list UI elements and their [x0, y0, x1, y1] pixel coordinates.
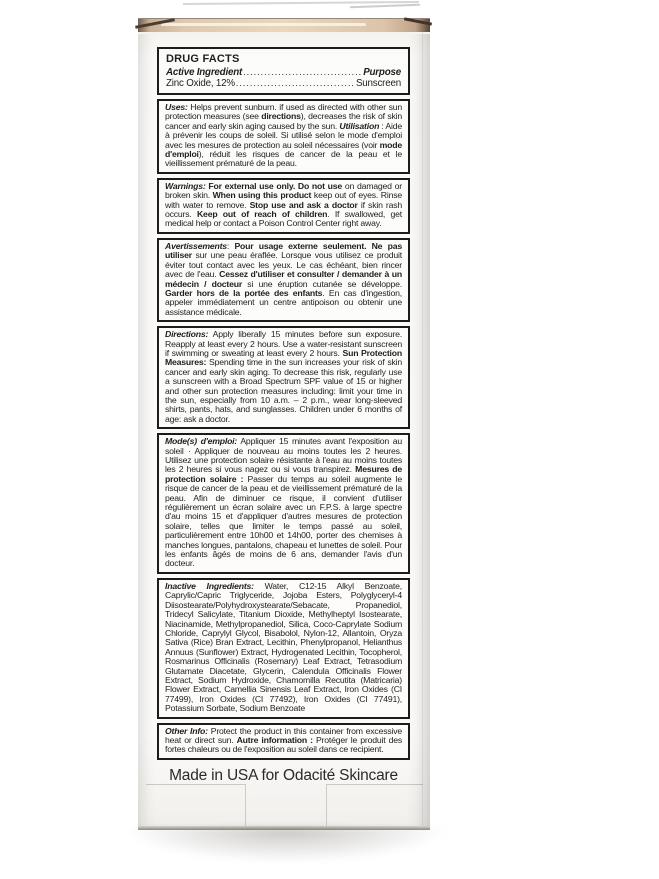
section-avertissements	[157, 238, 410, 322]
text-segment: Cessez d'utiliser et consulter / demander à un médecin / docteur	[165, 269, 402, 289]
ingredient-purpose: Sunscreen	[355, 78, 401, 89]
bottom-tuck-notch-left	[245, 784, 246, 826]
bottom-flap-crease-right	[327, 784, 423, 785]
bottom-flap-crease-left	[146, 784, 245, 785]
text-segment: Other Info:	[165, 725, 208, 736]
text-segment: When using this product	[212, 190, 312, 201]
product-box	[138, 18, 430, 830]
text-segment: ), réduit les risques de cancer de la peau et le vieillissement prématuré de la peau.	[165, 149, 402, 169]
text-segment: For external use only. Do not use	[208, 180, 343, 191]
text-segment: Garder hors de la portée des enfants	[165, 287, 323, 298]
section-mode-demploi	[157, 433, 410, 574]
made-in-text: Made in USA for Odacité Skincare	[169, 766, 398, 784]
drug-facts-panel	[157, 47, 410, 760]
text-segment: Protéger le produit des fortes chaleurs ou de l'exposition au soleil dans ce recipient.	[165, 734, 402, 755]
bottom-tuck-notch-right	[326, 784, 327, 826]
text-segment: Warnings:	[165, 180, 206, 191]
text-segment: on damaged or broken skin.	[165, 180, 402, 201]
drug-facts-header	[157, 47, 410, 95]
text-segment: sur une peau éraflée. Lorsque vous utilisez ce produit éviter tout contact avec les yeux. Le cas échéant, bien rincer avec de l'eau.	[165, 250, 402, 280]
text-segment: Mesures de protection solaire :	[165, 464, 402, 484]
text-segment: Water, C12-15 Alkyl Benzoate, Caprylic/Capric Triglyceride, Jojoba Esters, Polyglyceryl-4 Diisostearate/Polyhydroxystearate/Sebacate, Propanediol, Tridecyl Salicylate, Titanium Dioxide, Methylheptyl Isostearate, Niacinamide, Methylpropanediol, Silica, Coco-Caprylate Sodium Chloride, Caprylyl Glycol, Bisabolol, Nylon-12, Allantoin, Oryza Sativa (Rice) Bran Extract, Lecithin, Phenylpropanol, Helianthus Annuus (Sunflower) Extract, Hydrogenated Lecithin, Tocopherol, Rosmarinus Officinalis (Rosemary) Leaf Extract, Tetrasodium Glutamate Diacetate, Glycerin, Calendula Officinalis Flower Extract, Sodium Hydroxide, Chamomilla Recutita (Matricaria) Flower Extract, Camellia Sinensis Leaf Extract, Iron Oxides (CI 77499), Iron Oxides (CI 77492), Iron Oxides (CI 77491), Potassium Sorbate, Sodium Benzoate	[165, 580, 402, 714]
text-segment: if skin rash occurs.	[165, 199, 403, 220]
text-segment: Passer du temps au soleil augmente le risque de cancer de la peau et de vieillissement prématuré de la peau. Afin de diminuer ce risque, il convient d'utiliser régulièrement un écran solaire avec un F.P.S. à large spectre d'au moins 15 et d'appliquer d'autres mesures de protection solaire, telles que limiter le temps passé au soleil, particulièrement entre 10h00 et 14h00, porter des chemises à manches longues, pantalons, chapeau et lunettes de soleil. Pour les enfants âgés de moins de 6 ans, demander l'avis d'un docteur.	[165, 473, 402, 569]
text-segment: keep out of eyes. Rinse with water to remove.	[165, 190, 403, 210]
text-segment: ), decreases the risk of skin cancer and early skin aging caused by the sun.	[165, 111, 402, 131]
text-segment: Apply liberally 15 minutes before sun exposure. Reapply at least every 2 hours. Use a water-resistant sunscreen if swimming or sweating at least every 2 hours.	[165, 329, 402, 358]
text-segment: Stop use and ask a doctor	[249, 199, 358, 210]
backdrop-seam-line	[350, 4, 420, 8]
text-segment: Sun Protection Measures:	[165, 347, 402, 368]
section-uses	[157, 99, 410, 174]
ingredient-name: Zinc Oxide, 12%	[166, 78, 235, 89]
drug-facts-title: DRUG FACTS	[166, 53, 240, 65]
text-segment: Helps prevent sunburn. if used as directed with other sun protection measures (see	[165, 102, 402, 122]
text-segment: mode d'emploi	[165, 139, 402, 160]
ingredient-row	[166, 78, 401, 89]
label-area	[157, 47, 410, 785]
text-segment: :	[226, 240, 235, 251]
text-segment: . If swallowed, get medical help or contact a Poison Control Center right away.	[165, 209, 402, 229]
text-segment: Keep out of reach of children	[196, 209, 328, 220]
text-segment: Utilisation	[339, 120, 380, 131]
box-side-crease	[422, 32, 423, 826]
text-segment: Protect the product in this container from excessive heat or direct sun.	[165, 725, 403, 745]
text-segment: Directions:	[165, 329, 209, 340]
text-segment: Avertissements	[165, 240, 227, 251]
text-segment: Uses:	[165, 102, 188, 112]
text-segment: Appliquer 15 minutes avant l'exposition au soleil · Appliquer de nouveau au moins toutes les 2 heures. Utilisez une protection solaire résistante à l'eau au moins toutes les 2 heures si vous nagez ou si vous transpirez.	[165, 436, 402, 475]
dot-leader	[243, 67, 362, 78]
active-ingredient-row	[166, 67, 401, 78]
box-top-highlight	[161, 23, 365, 26]
text-segment: Autre information :	[236, 734, 313, 745]
dot-leader	[236, 78, 355, 89]
section-inactive-ingredients	[157, 578, 410, 719]
text-segment: Inactive Ingredients:	[165, 580, 254, 591]
text-segment: si une éruption cutanée se développe.	[242, 278, 402, 289]
box-top-kraft-edge	[138, 18, 430, 34]
text-segment: directions	[261, 111, 301, 122]
section-warnings	[157, 178, 410, 234]
text-segment: Mode(s) d'emploi:	[165, 436, 238, 447]
section-directions	[157, 326, 410, 429]
purpose-label: Purpose	[363, 67, 401, 78]
active-ingredient-label: Active Ingredient	[166, 67, 243, 78]
box-top-right-fold	[404, 17, 432, 25]
text-segment: . En cas d'ingestion, appeler immédiatement un centre antipoison ou obtenir une assistance médicale.	[165, 287, 402, 317]
box-shadow	[118, 828, 454, 864]
section-other-info	[157, 723, 410, 760]
text-segment: : Aide à prévenir les coups de soleil. Si utilisé selon le mode d'emploi avec les mesures de protection au soleil nécessaires (voir	[165, 120, 402, 150]
text-segment: Pour usage externe seulement. Ne pas utiliser	[165, 240, 402, 261]
text-segment: Spending time in the sun increases your risk of skin cancer and early skin aging. To decrease this risk, regularly use a sunscreen with a Broad Spectrum SPF value of 15 or higher and other sun protection measures including: limit your time in the sun, especially from 10 a.m. – 2 p.m., wear long-sleeved shirts, pants, hats, and sunglasses. Children under 6 months of age: ask a doctor.	[165, 357, 402, 424]
